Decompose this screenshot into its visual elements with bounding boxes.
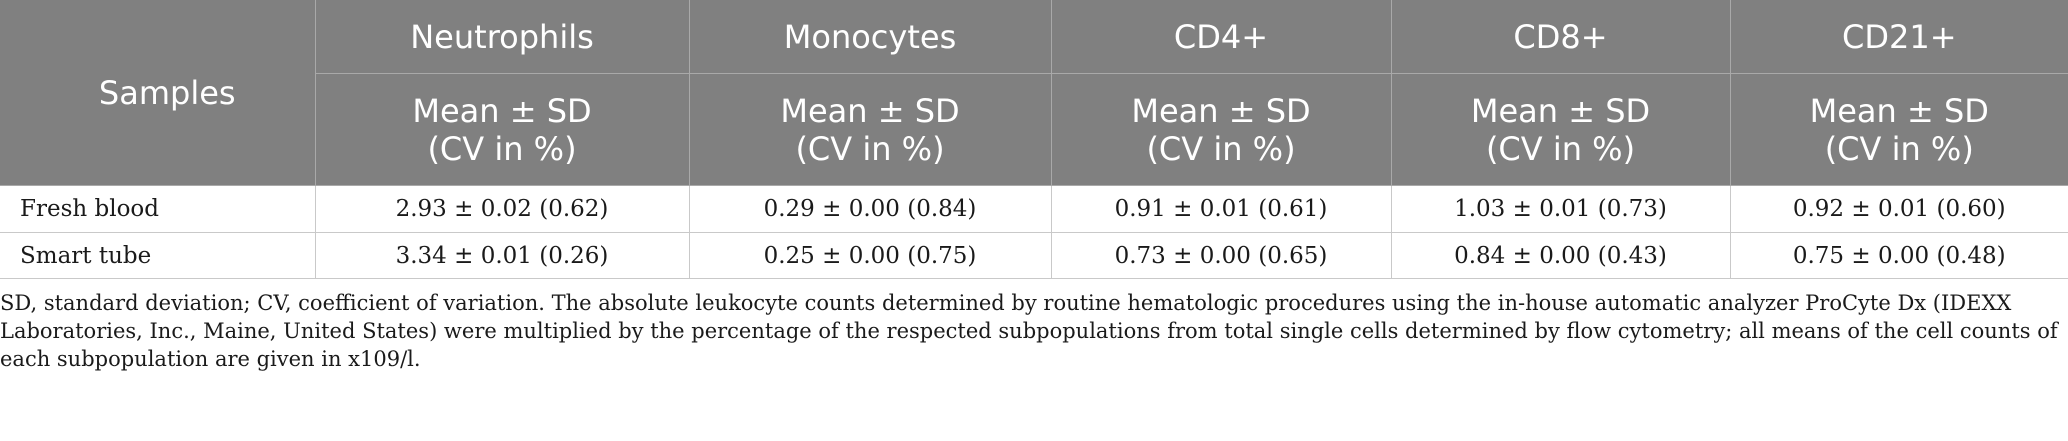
column-header-monocytes: Monocytes <box>689 0 1051 74</box>
table-cell: 0.91 ± 0.01 (0.61) <box>1051 186 1391 233</box>
table-cell: 0.25 ± 0.00 (0.75) <box>689 233 1051 279</box>
table-footnote: SD, standard deviation; CV, coefficient of variation. The absolute leukocyte counts determined by routine hematologic procedures using the in-house automatic analyzer ProCyte Dx (IDEXX Laboratories, Inc., Maine, United States) were multiplied by the percentage of the respected subpopulations from total single cells determined by flow cytometry; all means of the cell counts of each subpopulation are given in x109/l. <box>0 291 2058 371</box>
table-cell: 0.84 ± 0.00 (0.43) <box>1391 233 1730 279</box>
header-row-names <box>0 0 2068 74</box>
table-cell: 0.92 ± 0.01 (0.60) <box>1730 186 2068 233</box>
stat-label-mean-sd: Mean ± SD <box>780 91 960 130</box>
row-label-smart-tube: Smart tube <box>0 233 315 279</box>
stat-label-cv: (CV in %) <box>1485 129 1636 168</box>
table-row <box>0 233 2068 279</box>
stat-label-cv: (CV in %) <box>1824 129 1974 168</box>
table-body <box>0 186 2068 279</box>
column-header-neutrophils: Neutrophils <box>315 0 689 74</box>
column-header-cd8: CD8+ <box>1391 0 1730 74</box>
row-label-fresh-blood: Fresh blood <box>0 186 315 233</box>
stat-header-neutrophils <box>315 74 689 186</box>
stat-header-cd21 <box>1730 74 2068 186</box>
table-cell: 3.34 ± 0.01 (0.26) <box>315 233 689 279</box>
stat-label-mean-sd: Mean ± SD <box>1809 91 1989 130</box>
stat-label-cv: (CV in %) <box>795 129 945 168</box>
table-cell: 2.93 ± 0.02 (0.62) <box>315 186 689 233</box>
table-cell: 0.73 ± 0.00 (0.65) <box>1051 233 1391 279</box>
stat-label-cv: (CV in %) <box>1146 129 1296 168</box>
table-cell: 1.03 ± 0.01 (0.73) <box>1391 186 1730 233</box>
table-cell: 0.29 ± 0.00 (0.84) <box>689 186 1051 233</box>
stat-header-monocytes <box>689 74 1051 186</box>
column-header-cd21: CD21+ <box>1730 0 2068 74</box>
samples-column-header: Samples <box>0 0 315 186</box>
stat-header-cd4 <box>1051 74 1391 186</box>
table-row <box>0 186 2068 233</box>
table-header <box>0 0 2068 186</box>
stat-label-mean-sd: Mean ± SD <box>1131 91 1311 130</box>
stat-label-mean-sd: Mean ± SD <box>1470 91 1651 130</box>
stat-label-cv: (CV in %) <box>427 129 577 168</box>
table-cell: 0.75 ± 0.00 (0.48) <box>1730 233 2068 279</box>
column-header-cd4: CD4+ <box>1051 0 1391 74</box>
stat-label-mean-sd: Mean ± SD <box>412 91 592 130</box>
stat-header-cd8 <box>1391 74 1730 186</box>
